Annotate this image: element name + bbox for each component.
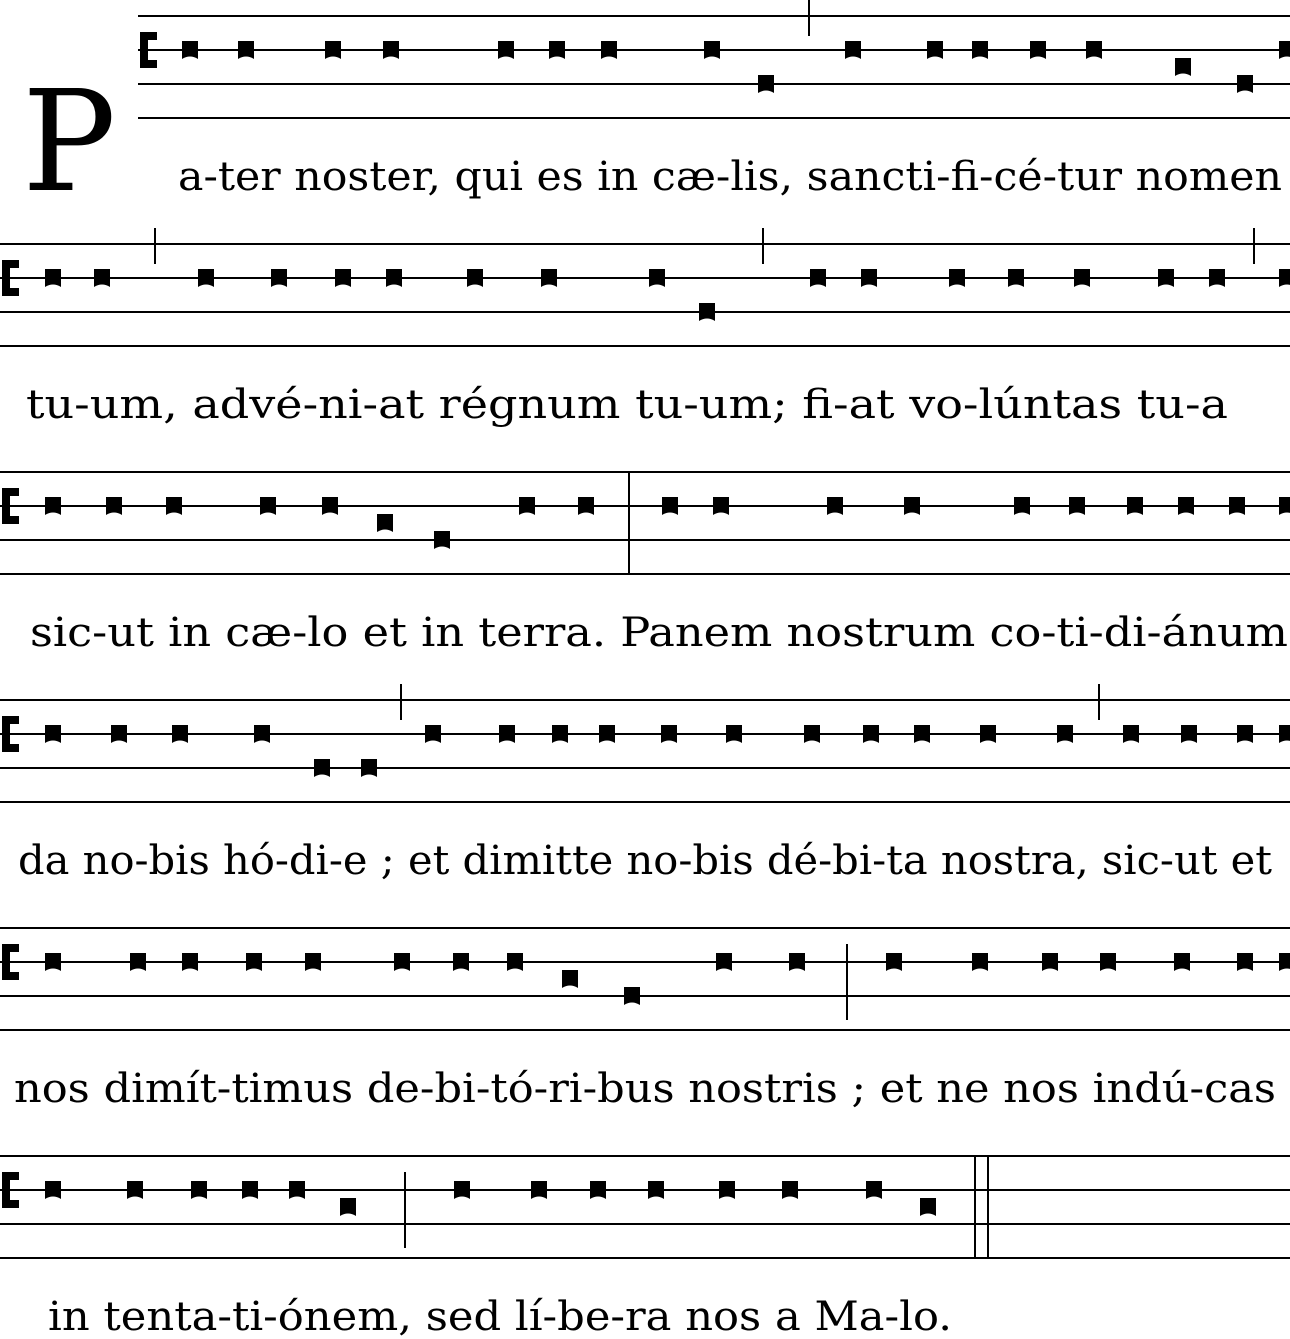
neume-punctum	[289, 1181, 305, 1199]
neume-punctum	[254, 725, 270, 743]
neume-punctum	[845, 41, 861, 59]
neume-punctum	[1229, 497, 1245, 515]
neume-punctum	[172, 725, 188, 743]
neume-punctum	[434, 531, 450, 549]
neume-punctum	[386, 269, 402, 287]
neume-punctum	[827, 497, 843, 515]
neume-punctum	[1209, 269, 1225, 287]
neume-punctum	[1237, 953, 1253, 971]
neume-punctum	[191, 1181, 207, 1199]
neume-punctum	[1279, 497, 1290, 515]
neume-punctum	[130, 953, 146, 971]
neume-punctum	[1237, 725, 1253, 743]
neume-punctum	[1014, 497, 1030, 515]
neume-punctum	[662, 497, 678, 515]
drop-cap-initial: P	[22, 61, 117, 224]
staff-system-3	[0, 472, 1290, 574]
neume-punctum	[863, 725, 879, 743]
neume-punctum	[719, 1181, 735, 1199]
neume-punctum	[499, 725, 515, 743]
neume-punctum	[519, 497, 535, 515]
neume-punctum	[648, 1181, 664, 1199]
neume-punctum	[198, 269, 214, 287]
neume-punctum	[704, 41, 720, 59]
neume-punctum	[1127, 497, 1143, 515]
neume-punctum	[861, 269, 877, 287]
staff-system-6	[0, 1156, 1290, 1258]
neume-punctum	[716, 953, 732, 971]
neume-punctum	[271, 269, 287, 287]
neume-punctum	[1074, 269, 1090, 287]
neume-punctum	[972, 953, 988, 971]
neume-punctum	[758, 75, 774, 93]
neume-punctum	[1279, 269, 1290, 287]
neume-punctum	[1008, 269, 1024, 287]
neume-punctum	[599, 725, 615, 743]
neume-punctum	[927, 41, 943, 59]
neume-punctum	[453, 953, 469, 971]
neume-punctum	[106, 497, 122, 515]
neume-punctum	[866, 1181, 882, 1199]
neume-punctum	[1237, 75, 1253, 93]
neume-punctum	[1175, 58, 1191, 76]
neume-punctum	[782, 1181, 798, 1199]
neume-punctum	[335, 269, 351, 287]
lyric-line-5: nos dimít-timus de-bi-tó-ri-bus nostris ; et ne nos indú-cas	[14, 1066, 1277, 1112]
neume-punctum	[322, 497, 338, 515]
neume-punctum	[649, 269, 665, 287]
neume-punctum	[810, 269, 826, 287]
neume-punctum	[246, 953, 262, 971]
staff-system-5	[0, 928, 1290, 1030]
neume-punctum	[1279, 953, 1290, 971]
neume-punctum	[804, 725, 820, 743]
neume-punctum	[601, 41, 617, 59]
neume-punctum	[1100, 953, 1116, 971]
neume-punctum	[166, 497, 182, 515]
neume-punctum	[541, 269, 557, 287]
neume-punctum	[1279, 41, 1290, 59]
neume-punctum	[1123, 725, 1139, 743]
neume-punctum	[578, 497, 594, 515]
neume-punctum	[394, 953, 410, 971]
neume-punctum	[904, 497, 920, 515]
staff-system-4	[0, 684, 1290, 802]
neume-punctum	[498, 41, 514, 59]
neume-punctum	[789, 953, 805, 971]
neume-punctum	[1069, 497, 1085, 515]
neume-punctum	[314, 759, 330, 777]
neume-punctum	[377, 514, 393, 532]
neume-punctum	[340, 1198, 356, 1216]
neume-punctum	[361, 759, 377, 777]
neume-punctum	[980, 725, 996, 743]
neume-punctum	[238, 41, 254, 59]
neume-punctum	[507, 953, 523, 971]
neume-punctum	[305, 953, 321, 971]
neume-punctum	[425, 725, 441, 743]
neume-punctum	[920, 1198, 936, 1216]
neume-punctum	[383, 41, 399, 59]
neume-punctum	[562, 970, 578, 988]
lyric-line-1: a-ter noster, qui es in cæ-lis, sancti-fi-cé-tur nomen	[178, 154, 1282, 200]
neume-punctum	[45, 497, 61, 515]
neume-punctum	[1178, 497, 1194, 515]
staff-system-2	[0, 228, 1290, 346]
neume-punctum	[949, 269, 965, 287]
neume-punctum	[1158, 269, 1174, 287]
neume-punctum	[531, 1181, 547, 1199]
neume-punctum	[242, 1181, 258, 1199]
neume-punctum	[111, 725, 127, 743]
neume-punctum	[549, 41, 565, 59]
neume-punctum	[1042, 953, 1058, 971]
neume-punctum	[552, 725, 568, 743]
lyric-line-4: da no-bis hó-di-e ; et dimitte no-bis dé-bi-ta nostra, sic-ut et	[18, 838, 1272, 884]
neume-punctum	[1279, 725, 1290, 743]
neume-punctum	[1181, 725, 1197, 743]
neume-punctum	[260, 497, 276, 515]
neume-punctum	[45, 269, 61, 287]
neume-punctum	[699, 303, 715, 321]
neume-punctum	[726, 725, 742, 743]
neume-punctum	[45, 953, 61, 971]
neume-punctum	[713, 497, 729, 515]
neume-punctum	[45, 725, 61, 743]
neume-punctum	[914, 725, 930, 743]
neume-punctum	[886, 953, 902, 971]
neume-punctum	[127, 1181, 143, 1199]
neume-punctum	[1030, 41, 1046, 59]
neume-punctum	[1174, 953, 1190, 971]
neume-punctum	[590, 1181, 606, 1199]
neume-punctum	[325, 41, 341, 59]
neume-punctum	[45, 1181, 61, 1199]
lyric-line-3: sic-ut in cæ-lo et in terra. Panem nostrum co-ti-di-ánum	[30, 610, 1288, 656]
neume-punctum	[454, 1181, 470, 1199]
lyric-line-6: in tenta-ti-ónem, sed lí-be-ra nos a Ma-lo.	[48, 1294, 952, 1339]
neume-punctum	[182, 41, 198, 59]
lyric-line-2: tu-um, advé-ni-at régnum tu-um; fi-at vo-lúntas tu-a	[26, 382, 1228, 428]
neume-punctum	[467, 269, 483, 287]
neume-punctum	[661, 725, 677, 743]
neume-punctum	[624, 987, 640, 1005]
lyrics	[14, 154, 1288, 1339]
neume-punctum	[182, 953, 198, 971]
neume-punctum	[94, 269, 110, 287]
neume-punctum	[1057, 725, 1073, 743]
staff-system-1	[138, 0, 1290, 118]
neume-punctum	[1086, 41, 1102, 59]
neume-punctum	[972, 41, 988, 59]
